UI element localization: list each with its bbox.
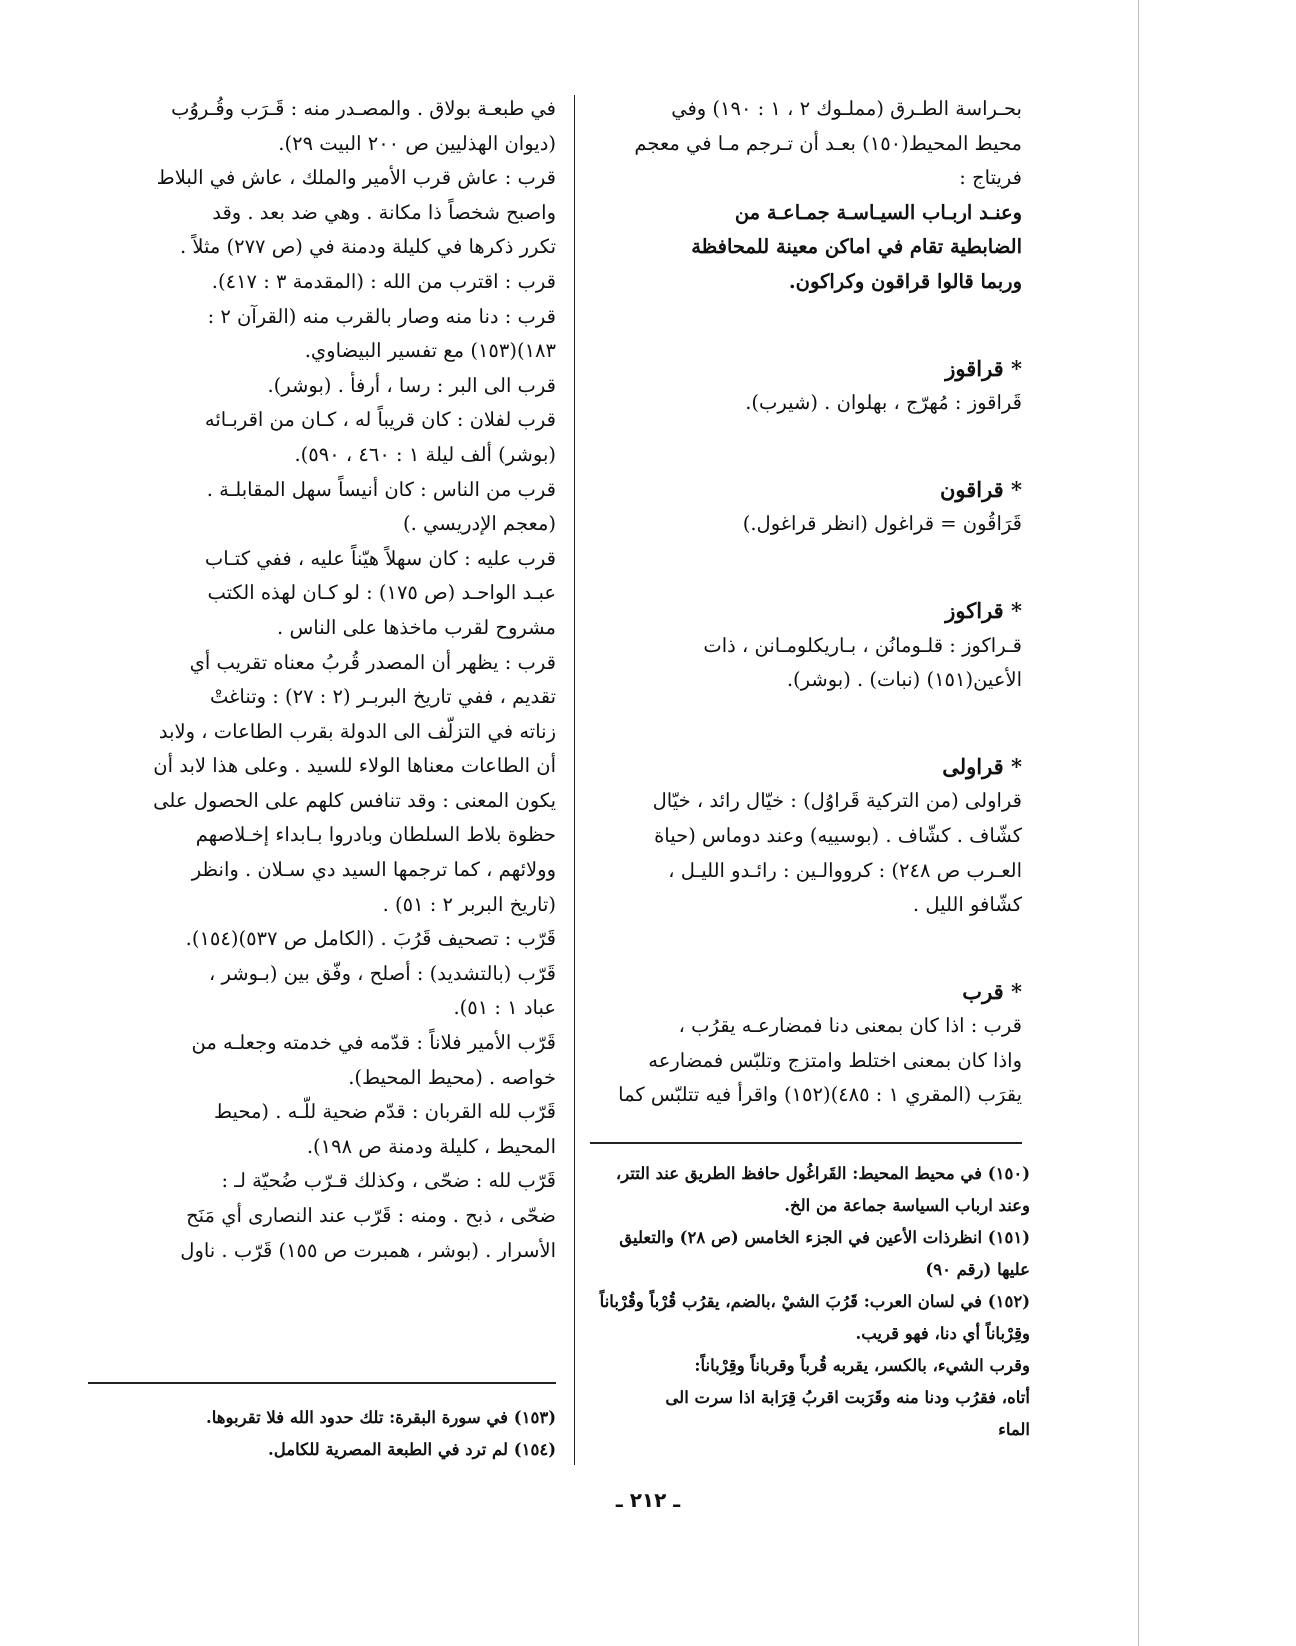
- text-line: فريتاج :: [959, 166, 1022, 190]
- footnotes-right: [598, 1158, 1030, 1446]
- text-line: (تاريخ البربر ٢ : ٥١) .: [382, 892, 556, 916]
- text-line: قرب : يظهر أن المصدر قُربُ معناه تقريب أي: [189, 650, 556, 674]
- text-line: تكرر ذكرها في كليلة ودمنة في (ص ٢٧٧) مثلاً .: [179, 235, 556, 259]
- column-divider: [574, 95, 575, 1465]
- entry-line: قَرَاقُون = قراغول (انظر قراغول.): [742, 512, 1022, 536]
- entry-heading: * قرب: [962, 978, 1022, 1004]
- text-line: خواصه . (محيط المحيط).: [348, 1065, 556, 1089]
- entry-line: قرب : اذا كان بمعنى دنا فمضارعـه يقرُب ،: [678, 1014, 1022, 1038]
- text-line: عبـد الواحـد (ص ١٧٥) : لو كـان لهذه الكتب: [207, 581, 556, 605]
- text-line: قرب : عاش قرب الأمير والملك ، عاش في البلاط: [156, 166, 556, 190]
- footnote-rule-left: [88, 1382, 556, 1384]
- text-line: قرب من الناس : كان أنيساً سهل المقابلـة .: [206, 477, 556, 501]
- text-line: وولائهم ، كما ترجمها السيد دي سـلان . وانظر: [191, 858, 556, 882]
- left-column: [88, 92, 556, 1268]
- footnote-line: (١٥٣) في سورة البقرة: تلك حدود الله فلا تقربوها.: [206, 1408, 556, 1427]
- entry-heading: * قراقوز: [945, 355, 1022, 381]
- footnote-line: وقرب الشيء، بالكسر، يقربه قُرباً وقرباناً وقِرْباناً:: [694, 1356, 1030, 1375]
- bold-text-line: الضابطية تقام في اماكن معينة للمحافظة: [691, 235, 1022, 259]
- footnote-rule-right: [590, 1142, 1022, 1144]
- footnote-line: وقِرْباناً أي دنا، فهو قريب.: [855, 1324, 1030, 1343]
- text-line: الأسرار . (بوشر ، همبرت ص ١٥٥) قَرّب . ناول: [180, 1238, 556, 1262]
- footnote-line: وعند ارباب السياسة جماعة من الخ.: [784, 1196, 1030, 1215]
- text-line: (ديوان الهذليين ص ٢٠٠ البيت ٢٩).: [278, 131, 556, 155]
- right-column: [590, 92, 1022, 1113]
- text-line: قرب عليه : كان سهلاً هيّناً عليه ، ففي كتـاب: [204, 546, 556, 570]
- entry-line: يقرَب (المقري ١ : ٤٨٥)(١٥٢) واقرأ فيه تتلبّس كما: [618, 1083, 1022, 1107]
- entry-line: الأعين(١٥١) (نبات) . (بوشر).: [786, 668, 1022, 692]
- entry-line: قـراكوز : قلـومانُن ، بـاريكلومـانن ، ذات: [703, 633, 1022, 657]
- text-line: حظوة بلاط السلطان وبادروا بـابداء إخـلاصهم: [195, 823, 556, 847]
- text-line: قَرّب الأمير فلاناً : قدّمه في خدمته وجعلـه من: [191, 1031, 556, 1055]
- text-line: ١٨٣)(١٥٣) مع تفسير البيضاوي.: [304, 339, 556, 363]
- text-line: قرب لفلان : كان قريباً له ، كـان من اقربـائه: [204, 408, 556, 432]
- text-line: قَرّب (بالتشديد) : أصلح ، وفّق بين (بـوشر ،: [209, 961, 556, 985]
- text-line: يكون المعنى : وقد تنافس كلهم على الحصول على: [153, 788, 556, 812]
- entry-line: قراولى (من التركية قَراوُل) : خيّال رائد ، خيّال: [652, 789, 1022, 813]
- text-line: محيط المحيط(١٥٠) بعـد أن تـرجم مـا في معجم: [634, 131, 1022, 155]
- page-number: ـ ٢١٢ ـ: [615, 1488, 681, 1512]
- text-line: قرب : اقترب من الله : (المقدمة ٣ : ٤١٧).: [211, 269, 556, 293]
- text-line: قَرّب لله : ضحّى ، وكذلك قـرّب ضُحيّة لـ :: [221, 1169, 556, 1193]
- text-line: عباد ١ : ٥١).: [453, 996, 556, 1020]
- entry-line: كشّاف . كشّاف . (بوسييه) وعند دوماس (حياة: [654, 823, 1022, 847]
- entry-line: كشّافو الليل .: [912, 893, 1022, 917]
- entry-heading: * قراكوز: [945, 597, 1022, 623]
- text-line: قرب : دنا منه وصار بالقرب منه (القرآن ٢ :: [207, 304, 556, 328]
- footnote-line: (١٥٤) لم ترد في الطبعة المصرية للكامل.: [267, 1440, 556, 1459]
- text-line: قَرّب لله القربان : قدّم ضحية للّـه . (محيط: [213, 1100, 556, 1124]
- entry-line: واذا كان بمعنى اختلط وامتزج وتلبّس فمضارعه: [648, 1048, 1022, 1072]
- text-line: قَرّب : تصحيف قَرُبَ . (الكامل ص ٥٣٧)(١٥٤).: [185, 927, 556, 951]
- text-line: (بوشر) ألف ليلة ١ : ٤٦٠ ، ٥٩٠).: [294, 442, 556, 466]
- text-line: مشروح لقرب ماخذها على الناس .: [277, 615, 556, 639]
- text-line: المحيط ، كليلة ودمنة ص ١٩٨).: [306, 1134, 556, 1158]
- entry-heading: * قراقون: [939, 476, 1022, 502]
- footnote-line: (١٥٢) في لسان العرب: قَرُبَ الشيْ ،بالضم، يقرُب قُرْباً وقُرْباناً: [599, 1292, 1030, 1311]
- text-line: تقديم ، ففي تاريخ البربـر (٢ : ٢٧) : وتناغتْ: [210, 685, 556, 709]
- entry-line: العـرب ص ٢٤٨) : كرووالـين : رائـدو الليـل ،: [668, 858, 1022, 882]
- text-line: في طبعـة بولاق . والمصـدر منه : قَـرَب وقُـروُب: [171, 97, 556, 120]
- text-line: ضحّى ، ذبح . ومنه : قَرّب عند النصارى أي مَنَح: [186, 1204, 556, 1227]
- text-line: زناته في التزلّف الى الدولة بقرب الطاعات ، ولابد: [158, 719, 556, 743]
- footnote-line: الماء: [998, 1420, 1030, 1439]
- footnote-line: عليها (رقم ٩٠): [925, 1260, 1030, 1279]
- footnote-line: أتاه، فقرُب ودنا منه وقَرَبت اقربُ قِرَابة اذا سرت الى: [665, 1388, 1030, 1407]
- footnote-line: (١٥١) انظرذات الأعين في الجزء الخامس (ص ٢٨) والتعليق: [619, 1228, 1030, 1247]
- text-line: بحـراسة الطـرق (مملـوك ٢ ، ١ : ١٩٠) وفي: [671, 97, 1022, 120]
- bold-text-line: وعنـد اربـاب السيـاسـة جمـاعـة من: [734, 200, 1022, 224]
- scan-edge-line: [1138, 0, 1139, 1646]
- bold-text-line: وربما قالوا قراقون وكراكون.: [788, 269, 1022, 293]
- entry-heading: * قراولى: [942, 753, 1022, 779]
- footnote-line: (١٥٠) في محيط المحيط: القَراغُول حافظ الطريق عند التتر،: [615, 1164, 1030, 1183]
- entry-line: قَراقوز : مُهرّج ، بهلوان . (شيرب).: [745, 391, 1022, 415]
- text-line: أن الطاعات معناها الولاء للسيد . وعلى هذا لابد أن: [153, 754, 556, 778]
- footnotes-left: [98, 1402, 556, 1466]
- text-line: واصبح شخصاً ذا مكانة . وهي ضد بعد . وقد: [212, 200, 556, 224]
- text-line: قرب الى البر : رسا ، أرفأ . (بوشر).: [267, 373, 556, 397]
- text-line: (معجم الإدريسي .): [403, 512, 556, 536]
